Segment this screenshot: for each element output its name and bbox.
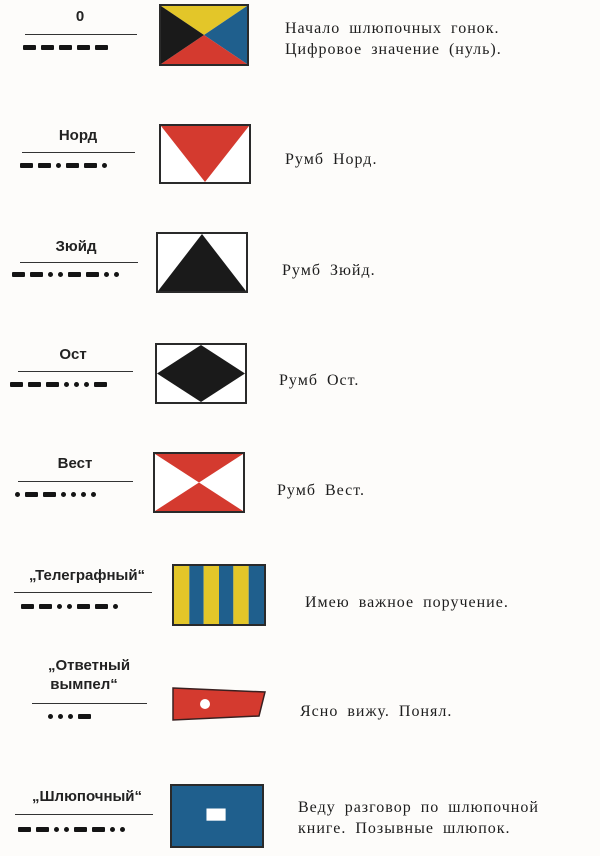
divider	[14, 592, 152, 593]
morse-dash	[20, 163, 33, 168]
morse-dash	[23, 45, 36, 50]
signal-name: „Шлюпочный“	[31, 788, 143, 805]
morse-dash	[41, 45, 54, 50]
morse-dot	[91, 492, 96, 497]
morse-code	[15, 490, 96, 498]
flag-otvetny-pennant	[171, 686, 267, 722]
morse-dash	[86, 272, 99, 277]
signal-name: 0	[75, 8, 85, 25]
flag-telegrafny	[172, 564, 266, 626]
pennant-shape	[173, 688, 265, 720]
pennant-white-dot	[200, 699, 210, 709]
morse-dash	[74, 827, 87, 832]
morse-code	[21, 602, 118, 610]
morse-dash	[46, 382, 59, 387]
flag-zero	[159, 4, 249, 66]
morse-code	[10, 380, 107, 388]
morse-dot	[57, 604, 62, 609]
morse-dash	[39, 604, 52, 609]
signal-meaning-line1: Веду разговор по шлюпочной	[298, 799, 539, 816]
morse-dash	[18, 827, 31, 832]
morse-dash	[84, 163, 97, 168]
morse-dot	[56, 163, 61, 168]
morse-dot	[58, 714, 63, 719]
signal-name: Зюйд	[55, 238, 97, 255]
morse-dot	[61, 492, 66, 497]
divider	[18, 481, 133, 482]
morse-dash	[10, 382, 23, 387]
morse-dot	[110, 827, 115, 832]
morse-dash	[78, 714, 91, 719]
morse-dot	[58, 272, 63, 277]
flag-white-rectangle	[206, 809, 225, 821]
morse-dash	[95, 45, 108, 50]
signal-meaning: Румб Норд.	[285, 151, 378, 168]
divider	[25, 34, 137, 35]
flag-ost	[155, 343, 247, 404]
morse-code	[48, 712, 91, 720]
flag-shlyupochny	[170, 784, 264, 848]
morse-dash	[21, 604, 34, 609]
morse-dot	[114, 272, 119, 277]
morse-dash	[38, 163, 51, 168]
morse-code	[18, 825, 125, 833]
morse-code	[23, 43, 108, 51]
signal-meaning-line2: книге. Позывные шлюпок.	[298, 820, 511, 837]
morse-dot	[113, 604, 118, 609]
morse-dot	[48, 272, 53, 277]
morse-dash	[77, 45, 90, 50]
morse-dot	[15, 492, 20, 497]
morse-dash	[28, 382, 41, 387]
morse-dot	[54, 827, 59, 832]
morse-dash	[12, 272, 25, 277]
morse-dash	[36, 827, 49, 832]
signal-name-line1: „Ответный	[47, 657, 131, 674]
divider	[32, 703, 147, 704]
morse-dot	[48, 714, 53, 719]
signal-name: Норд	[58, 127, 98, 144]
signal-name-line2: вымпел“	[50, 676, 118, 693]
flag-zuid	[156, 232, 248, 293]
signal-meaning: Имею важное поручение.	[305, 594, 509, 611]
morse-dot	[74, 382, 79, 387]
morse-dash	[68, 272, 81, 277]
signal-name: Вест	[57, 455, 93, 472]
morse-dot	[104, 272, 109, 277]
signal-meaning: Румб Вест.	[277, 482, 366, 499]
flag-nord	[159, 124, 251, 184]
flag-vest	[153, 452, 245, 513]
signal-name: Ост	[59, 346, 87, 363]
divider	[15, 814, 153, 815]
morse-dash	[77, 604, 90, 609]
morse-dash	[94, 382, 107, 387]
signal-meaning: Румб Ост.	[279, 372, 360, 389]
morse-dot	[67, 604, 72, 609]
signal-name: „Телеграфный“	[28, 567, 146, 584]
morse-dot	[102, 163, 107, 168]
morse-dash	[66, 163, 79, 168]
morse-dot	[68, 714, 73, 719]
signal-meaning: Ясно вижу. Понял.	[300, 703, 453, 720]
morse-dash	[95, 604, 108, 609]
morse-code	[20, 161, 107, 169]
divider	[18, 371, 133, 372]
morse-code	[12, 270, 119, 278]
divider	[20, 262, 138, 263]
morse-dash	[43, 492, 56, 497]
morse-dash	[30, 272, 43, 277]
signal-meaning-line2: Цифровое значение (нуль).	[285, 41, 502, 58]
morse-dash	[59, 45, 72, 50]
divider	[22, 152, 135, 153]
morse-dot	[120, 827, 125, 832]
morse-dot	[64, 827, 69, 832]
morse-dot	[84, 382, 89, 387]
signal-meaning-line1: Начало шлюпочных гонок.	[285, 20, 500, 37]
morse-dash	[92, 827, 105, 832]
morse-dot	[81, 492, 86, 497]
signal-meaning: Румб Зюйд.	[282, 262, 376, 279]
morse-dot	[71, 492, 76, 497]
morse-dot	[64, 382, 69, 387]
morse-dash	[25, 492, 38, 497]
